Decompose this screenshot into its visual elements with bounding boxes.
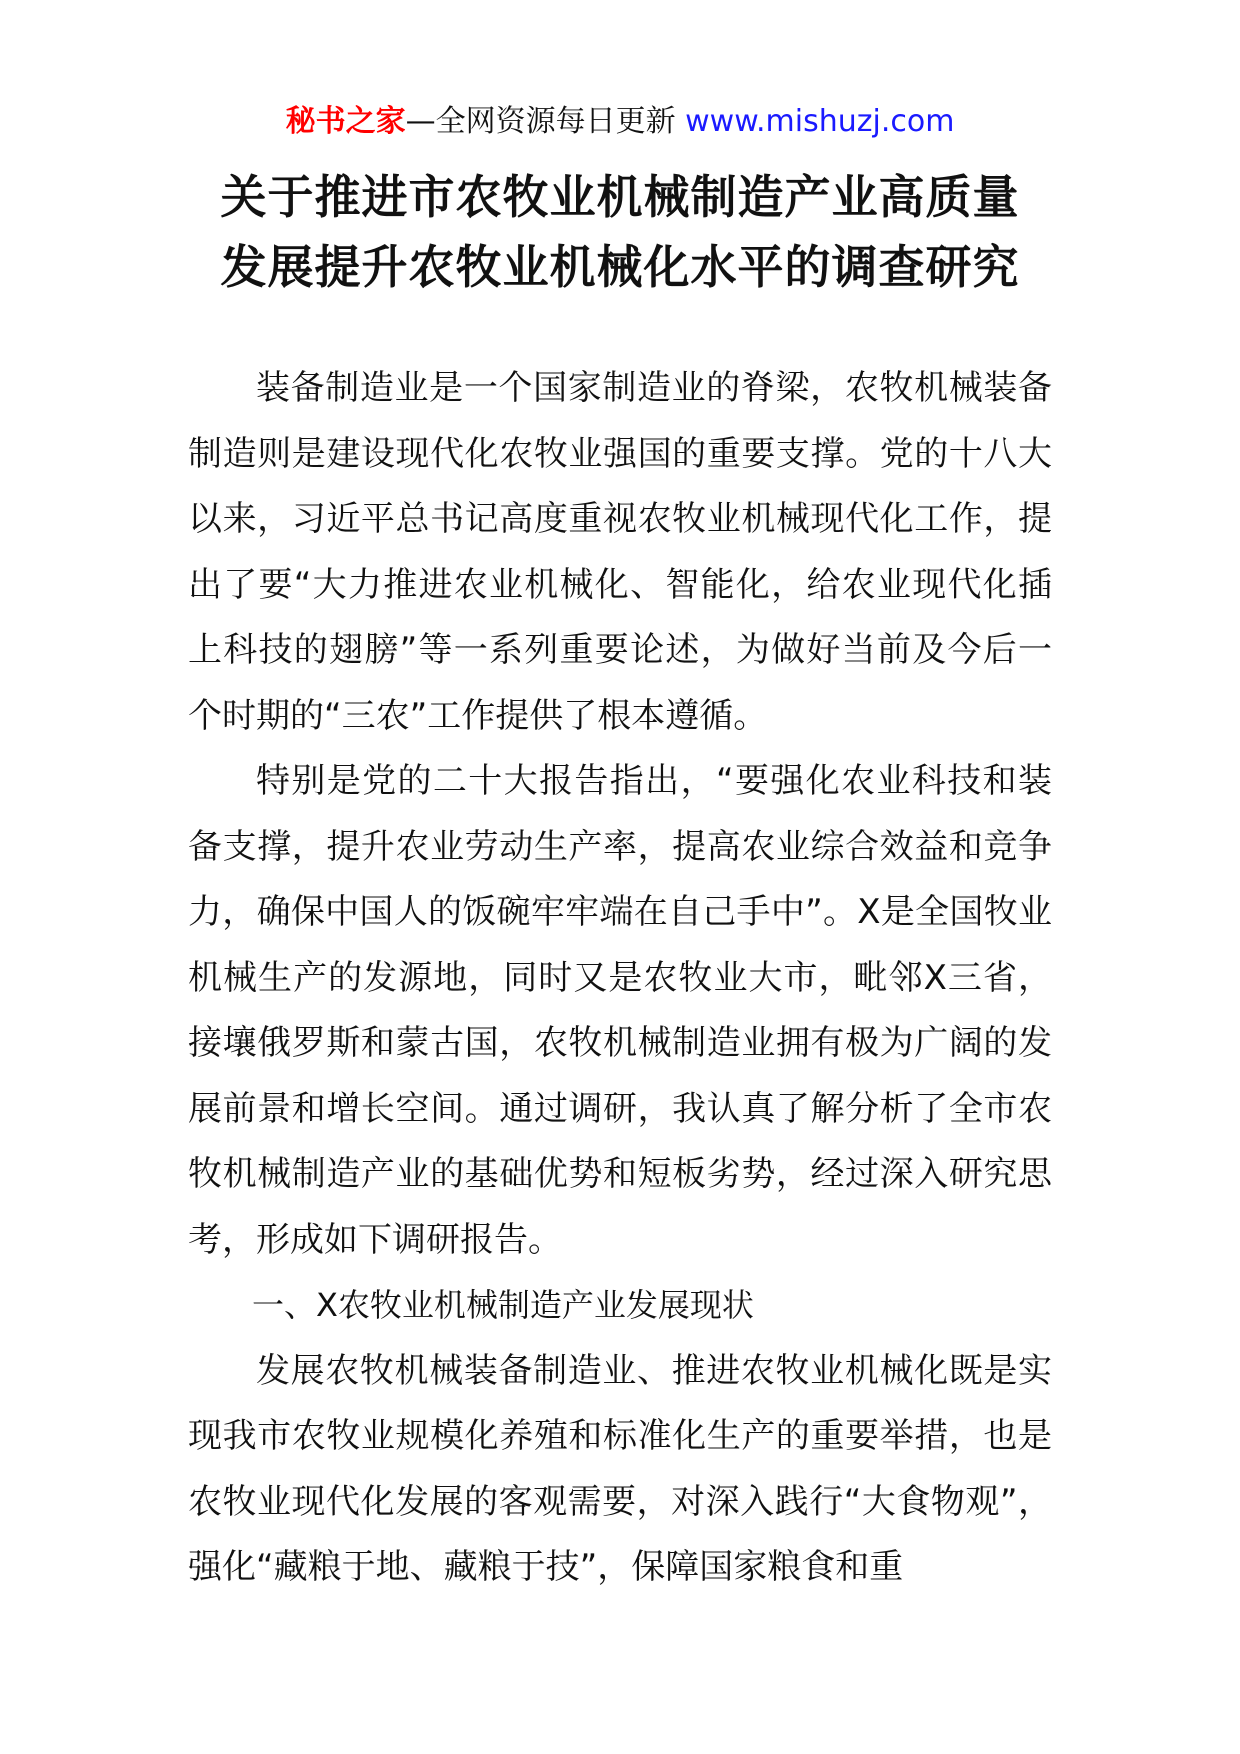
title-line-2: 发展提升农牧业机械化水平的调查研究 — [220, 240, 1020, 294]
site-url-link[interactable]: www.mishuzj.com — [685, 104, 955, 139]
document-body — [188, 356, 1052, 1601]
section-heading: 一、X农牧业机械制造产业发展现状 — [252, 1286, 754, 1324]
body-paragraph: 装备制造业是一个国家制造业的脊梁，农牧机械装备制造则是建设现代化农牧业强国的重要支撑。党的十八大以来，习近平总书记高度重视农牧业机械现代化工作，提出了要“大力推进农业机械化、智能化，给农业现代化插上科技的翅膀”等一系列重要论述，为做好当前及今后一个时期的“三农”工作提供了根本遵循。 — [188, 368, 1052, 736]
document-title — [0, 162, 1240, 302]
header-separator: — — [405, 104, 436, 139]
title-line-1: 关于推进市农牧业机械制造产业高质量 — [220, 170, 1020, 224]
body-paragraph: 发展农牧机械装备制造业、推进农牧业机械化既是实现我市农牧业规模化养殖和标准化生产的重要举措，也是农牧业现代化发展的客观需要，对深入践行“大食物观”，强化“藏粮于地、藏粮于技”，保障国家粮食和重 — [188, 1350, 1052, 1587]
site-header — [0, 100, 1240, 144]
site-brand: 秘书之家 — [285, 104, 406, 139]
body-paragraph: 特别是党的二十大报告指出，“要强化农业科技和装备支撑，提升农业劳动生产率，提高农业综合效益和竞争力，确保中国人的饭碗牢牢端在自己手中”。X是全国牧业机械生产的发源地，同时又是农牧业大市，毗邻X三省，接壤俄罗斯和蒙古国，农牧机械制造业拥有极为广阔的发展前景和增长空间。通过调研，我认真了解分析了全市农牧机械制造产业的基础优势和短板劣势，经过深入研究思考，形成如下调研报告。 — [188, 761, 1052, 1260]
site-tagline: 全网资源每日更新 — [435, 104, 676, 139]
